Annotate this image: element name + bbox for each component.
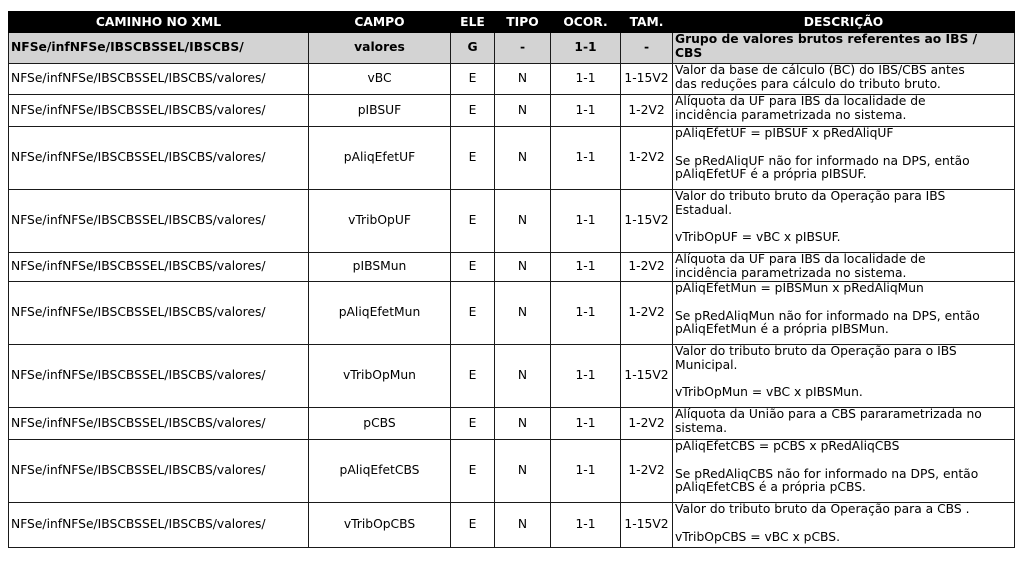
row-ocor: 1-1	[551, 190, 621, 253]
row-path: NFSe/infNFSe/IBSCBSSEL/IBSCBS/valores/	[9, 64, 309, 95]
header-ocor: OCOR.	[551, 12, 621, 33]
row-campo: vTribOpMun	[309, 345, 451, 408]
header-ele: ELE	[451, 12, 495, 33]
desc-gap	[675, 372, 1012, 386]
header-campo: CAMPO	[309, 12, 451, 33]
desc-gap	[675, 141, 1012, 155]
row-ele: E	[451, 408, 495, 440]
desc-line: vTribOpUF = vBC x pIBSUF.	[675, 230, 841, 244]
desc-line: pAliqEfetCBS = pCBS x pRedAliqCBS	[675, 439, 900, 453]
row-path: NFSe/infNFSe/IBSCBSSEL/IBSCBS/valores/	[9, 95, 309, 127]
row-desc	[673, 127, 1015, 190]
row-path: NFSe/infNFSe/IBSCBSSEL/IBSCBS/valores/	[9, 127, 309, 190]
row-tipo: N	[495, 408, 551, 440]
table-row	[9, 408, 1015, 440]
header-path: CAMINHO NO XML	[9, 12, 309, 33]
desc-line: pAliqEfetMun = pIBSMun x pRedAliqMun	[675, 281, 924, 295]
desc-line: Municipal.	[675, 357, 738, 372]
row-path: NFSe/infNFSe/IBSCBSSEL/IBSCBS/valores/	[9, 345, 309, 408]
row-ele: E	[451, 95, 495, 127]
desc-line: pAliqEfetUF é a própria pIBSUF.	[675, 167, 867, 181]
row-ocor: 1-1	[551, 253, 621, 282]
group-ele: G	[451, 33, 495, 64]
desc-line: pAliqEfetCBS é a própria pCBS.	[675, 480, 866, 494]
row-ele: E	[451, 345, 495, 408]
row-ocor: 1-1	[551, 64, 621, 95]
row-path: NFSe/infNFSe/IBSCBSSEL/IBSCBS/valores/	[9, 440, 309, 503]
row-campo: vTribOpCBS	[309, 503, 451, 548]
row-path: NFSe/infNFSe/IBSCBSSEL/IBSCBS/valores/	[9, 408, 309, 440]
row-tam: 1-2V2	[621, 253, 673, 282]
desc-line: vTribOpCBS = vBC x pCBS.	[675, 529, 840, 544]
row-tam: 1-2V2	[621, 408, 673, 440]
row-tipo: N	[495, 253, 551, 282]
desc-line: Alíquota da UF para IBS da localidade de	[675, 252, 926, 266]
desc-line: pAliqEfetUF = pIBSUF x pRedAliqUF	[675, 126, 894, 140]
desc-line: vTribOpMun = vBC x pIBSMun.	[675, 385, 863, 399]
desc-line: Grupo de valores brutos referentes ao IBS /	[675, 32, 978, 46]
header-desc: DESCRIÇÃO	[673, 12, 1015, 33]
row-path: NFSe/infNFSe/IBSCBSSEL/IBSCBS/valores/	[9, 253, 309, 282]
desc-line: Se pRedAliqMun não for informado na DPS, então	[675, 308, 980, 323]
spec-table	[8, 11, 1015, 548]
header-tam: TAM.	[621, 12, 673, 33]
row-campo: vTribOpUF	[309, 190, 451, 253]
row-ocor: 1-1	[551, 127, 621, 190]
desc-line: das reduções para cálculo do tributo bruto.	[675, 76, 941, 91]
desc-line: CBS	[675, 45, 703, 60]
row-ocor: 1-1	[551, 503, 621, 548]
desc-line: Se pRedAliqCBS não for informado na DPS, então	[675, 466, 979, 481]
row-tam: 1-15V2	[621, 503, 673, 548]
desc-line: Alíquota da União para a CBS pararametrizada no	[675, 407, 982, 421]
row-tipo: N	[495, 64, 551, 95]
desc-gap	[675, 217, 1012, 231]
row-campo: pAliqEfetCBS	[309, 440, 451, 503]
desc-line: incidência parametrizada no sistema.	[675, 107, 907, 122]
row-desc	[673, 253, 1015, 282]
row-campo: pAliqEfetUF	[309, 127, 451, 190]
row-tam: 1-2V2	[621, 127, 673, 190]
row-tam: 1-15V2	[621, 190, 673, 253]
row-ocor: 1-1	[551, 345, 621, 408]
row-campo: pIBSMun	[309, 253, 451, 282]
desc-gap	[675, 517, 1012, 531]
desc-gap	[675, 454, 1012, 468]
row-ocor: 1-1	[551, 95, 621, 127]
row-ocor: 1-1	[551, 440, 621, 503]
row-tipo: N	[495, 282, 551, 345]
group-tipo: -	[495, 33, 551, 64]
header-row	[9, 12, 1015, 33]
row-desc	[673, 345, 1015, 408]
row-ele: E	[451, 503, 495, 548]
desc-line: Valor do tributo bruto da Operação para o IBS	[675, 344, 957, 358]
row-tam: 1-2V2	[621, 440, 673, 503]
desc-gap	[675, 296, 1012, 310]
row-path: NFSe/infNFSe/IBSCBSSEL/IBSCBS/valores/	[9, 282, 309, 345]
header-tipo: TIPO	[495, 12, 551, 33]
desc-line: Estadual.	[675, 202, 732, 217]
row-desc	[673, 95, 1015, 127]
row-path: NFSe/infNFSe/IBSCBSSEL/IBSCBS/valores/	[9, 190, 309, 253]
desc-line: Alíquota da UF para IBS da localidade de	[675, 94, 926, 108]
row-ele: E	[451, 440, 495, 503]
row-tam: 1-2V2	[621, 95, 673, 127]
table-row	[9, 440, 1015, 503]
table-row	[9, 127, 1015, 190]
row-tipo: N	[495, 440, 551, 503]
row-tipo: N	[495, 95, 551, 127]
table-row	[9, 503, 1015, 548]
row-tipo: N	[495, 345, 551, 408]
desc-line: Valor da base de cálculo (BC) do IBS/CBS antes	[675, 63, 965, 77]
desc-line: pAliqEfetMun é a própria pIBSMun.	[675, 322, 889, 336]
table-row	[9, 345, 1015, 408]
row-campo: pIBSUF	[309, 95, 451, 127]
desc-line: sistema.	[675, 420, 728, 435]
row-ocor: 1-1	[551, 408, 621, 440]
row-ele: E	[451, 64, 495, 95]
desc-line: Se pRedAliqUF não for informado na DPS, então	[675, 153, 970, 168]
row-tipo: N	[495, 503, 551, 548]
group-desc	[673, 33, 1015, 64]
group-tam: -	[621, 33, 673, 64]
row-tipo: N	[495, 190, 551, 253]
row-desc	[673, 64, 1015, 95]
row-tam: 1-2V2	[621, 282, 673, 345]
group-path: NFSe/infNFSe/IBSCBSSEL/IBSCBS/	[9, 33, 309, 64]
table-row	[9, 190, 1015, 253]
row-desc	[673, 190, 1015, 253]
row-ele: E	[451, 190, 495, 253]
table-row	[9, 95, 1015, 127]
desc-line: Valor do tributo bruto da Operação para IBS	[675, 189, 946, 203]
row-tam: 1-15V2	[621, 345, 673, 408]
row-ocor: 1-1	[551, 282, 621, 345]
group-ocor: 1-1	[551, 33, 621, 64]
row-desc	[673, 440, 1015, 503]
desc-line: incidência parametrizada no sistema.	[675, 265, 907, 280]
row-desc	[673, 282, 1015, 345]
row-ele: E	[451, 282, 495, 345]
table-row	[9, 64, 1015, 95]
row-desc	[673, 503, 1015, 548]
row-campo: pAliqEfetMun	[309, 282, 451, 345]
row-path: NFSe/infNFSe/IBSCBSSEL/IBSCBS/valores/	[9, 503, 309, 548]
table-row	[9, 253, 1015, 282]
table-row	[9, 282, 1015, 345]
row-campo: vBC	[309, 64, 451, 95]
row-ele: E	[451, 253, 495, 282]
row-campo: pCBS	[309, 408, 451, 440]
row-tam: 1-15V2	[621, 64, 673, 95]
group-campo: valores	[309, 33, 451, 64]
row-desc	[673, 408, 1015, 440]
group-row	[9, 33, 1015, 64]
desc-line: Valor do tributo bruto da Operação para a CBS .	[675, 502, 970, 516]
row-tipo: N	[495, 127, 551, 190]
row-ele: E	[451, 127, 495, 190]
